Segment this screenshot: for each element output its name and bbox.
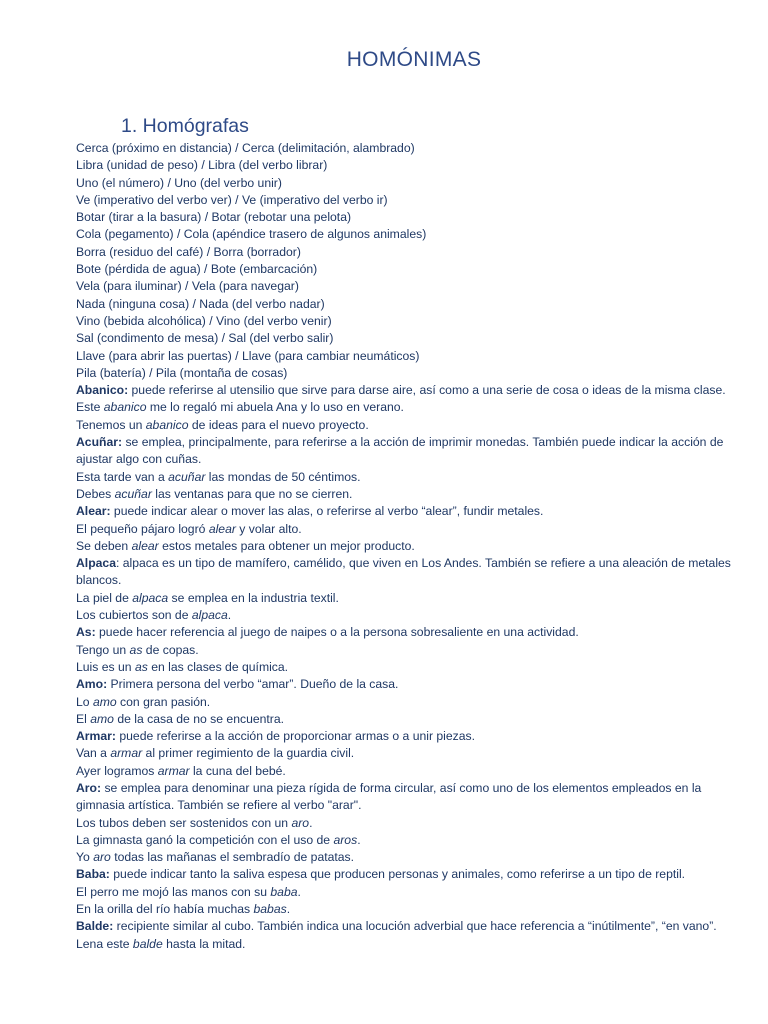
text-segment: Primera persona del verbo “amar”. Dueño de la casa. [107,677,399,692]
example-term: armar [110,746,143,761]
example-term: acuñar [114,486,152,501]
text-line [76,365,736,382]
example-term: alpaca [132,590,169,605]
text-line [76,555,736,590]
text-segment: . [286,902,291,917]
text-segment: Esta tarde van a [76,469,169,484]
text-line [76,486,736,503]
text-segment: Ayer logramos [76,763,158,778]
document-title: HOMÓNIMAS [346,48,482,71]
text-segment: Tengo un [76,642,130,657]
text-line [76,849,736,866]
term-label: Acuñar: [76,435,123,450]
text-line [76,901,736,918]
example-term: babas [253,902,287,917]
text-segment: Luis es un [76,659,135,674]
text-segment: La gimnasta ganó la competición con el uso de [76,832,334,847]
text-segment: Uno (el número) / Uno (del verbo unir) [76,175,282,190]
text-line [76,936,736,953]
text-line [76,226,736,243]
text-segment: Libra (unidad de peso) / Libra (del verbo librar) [76,158,328,173]
example-term: alear [131,538,159,553]
text-line [76,330,736,347]
text-line [76,261,736,278]
text-segment: las ventanas para que no se cierren. [151,486,353,501]
text-line [76,244,736,261]
text-segment: . [297,884,301,899]
text-line [76,659,736,676]
text-segment: se emplea para denominar una pieza rígida de forma circular, así como uno de los elementos empleados en la gimnasia artística. También se refiere al verbo "arar". [76,780,702,813]
example-term: baba [270,884,298,899]
text-segment: Este [76,400,104,415]
text-segment: recipiente similar al cubo. También indica una locución adverbial que hace referencia a “inútilmente”, “en vano”. [113,919,717,934]
text-segment: al primer regimiento de la guardia civil. [142,746,355,761]
text-line [76,694,736,711]
text-line [76,866,736,883]
example-term: armar [157,763,190,778]
text-segment: hasta la mitad. [162,936,246,951]
text-segment: Cerca (próximo en distancia) / Cerca (delimitación, alambrado) [76,141,415,155]
text-segment: Cola (pegamento) / Cola (apéndice trasero de algunos animales) [76,227,427,242]
text-segment: me lo regaló mi abuela Ana y lo uso en verano. [146,400,404,415]
text-segment: puede referirse al utensilio que sirve para darse aire, así como a una serie de cosa o ideas de la misma clase. [128,383,726,398]
text-segment: puede referirse a la acción de proporcionar armas o a unir piezas. [115,729,476,744]
text-segment: estos metales para obtener un mejor producto. [158,538,415,553]
text-line [76,469,736,486]
example-term: balde [132,936,163,951]
term-label: Baba: [76,867,110,882]
text-line [76,728,736,745]
text-line [76,607,736,624]
text-line [76,815,736,832]
term-label: Abanico: [76,383,129,398]
text-segment: puede hacer referencia al juego de naipes o a la persona sobresaliente en una actividad. [95,625,579,640]
text-segment: Debes [76,486,115,501]
text-line [76,434,736,469]
text-line [76,382,736,399]
text-segment: de la casa de no se encuentra. [113,711,285,726]
text-line [76,642,736,659]
text-line [76,780,736,815]
text-segment: puede indicar tanto la saliva espesa que producen personas y animales, como referirse a un tipo de reptil. [109,867,686,882]
text-segment: Yo [76,850,94,865]
text-line [76,209,736,226]
text-line [76,538,736,555]
text-segment: de ideas para el nuevo proyecto. [188,417,369,432]
text-line [76,711,736,728]
text-segment: Llave (para abrir las puertas) / Llave (para cambiar neumáticos) [76,348,420,363]
text-segment: se emplea en la industria textil. [168,590,339,605]
text-line [76,278,736,295]
body-text [76,140,736,953]
text-segment: Lena este [76,936,133,951]
text-segment: Botar (tirar a la basura) / Botar (rebotar una pelota) [76,210,352,225]
example-term: amo [90,711,114,726]
text-segment: La piel de [76,590,133,605]
text-segment: Nada (ninguna cosa) / Nada (del verbo nadar) [76,296,325,311]
term-label: Aro: [76,780,102,795]
text-segment: . [357,832,361,847]
term-label: Balde: [76,919,114,934]
example-term: alear [208,521,236,536]
text-line [76,417,736,434]
text-segment: : alpaca es un tipo de mamífero, camélido, que viven en Los Andes. También se refiere a una aleación de metales blancos. [76,556,731,588]
text-segment: El perro me mojó las manos con su [76,884,271,899]
text-line [76,590,736,607]
example-term: aro [93,850,111,865]
text-segment: Van a [76,746,111,761]
text-line [76,192,736,209]
term-label: Alpaca [76,556,116,571]
text-line [76,313,736,330]
term-label: As: [76,625,96,640]
text-line [76,296,736,313]
example-term: abanico [103,400,147,415]
text-line [76,884,736,901]
text-line [76,157,736,174]
text-line [76,503,736,520]
text-segment: El [76,711,91,726]
text-segment: Pila (batería) / Pila (montaña de cosas) [76,365,288,380]
example-term: alpaca [191,608,228,623]
text-segment: con gran pasión. [116,694,211,709]
example-term: as [129,642,143,657]
text-segment: la cuna del bebé. [189,763,286,778]
text-line [76,745,736,762]
text-segment: Ve (imperativo del verbo ver) / Ve (imperativo del verbo ir) [76,192,388,207]
text-segment: en las clases de química. [147,659,289,674]
text-segment: Se deben [76,538,132,553]
text-line [76,676,736,693]
example-term: aro [291,815,310,830]
section-heading: 1. Homógrafas [121,115,249,137]
text-segment: y volar alto. [235,521,302,536]
text-segment: Lo [76,694,93,709]
text-segment: Sal (condimento de mesa) / Sal (del verbo salir) [76,331,334,346]
text-line [76,918,736,935]
text-line [76,399,736,416]
text-line [76,763,736,780]
text-segment: las mondas de 50 céntimos. [205,469,361,484]
text-segment: Los cubiertos son de [76,608,192,623]
example-term: acuñar [168,469,206,484]
term-label: Alear: [76,504,111,519]
text-segment: En la orilla del río había muchas [76,902,254,917]
example-term: aros [333,832,358,847]
text-segment: Borra (residuo del café) / Borra (borrador) [76,244,301,259]
term-label: Amo: [76,677,108,692]
example-term: abanico [145,417,189,432]
text-line [76,832,736,849]
text-segment: de copas. [142,642,199,657]
example-term: amo [92,694,117,709]
example-term: as [134,659,148,674]
text-segment: Los tubos deben ser sostenidos con un [76,815,292,830]
text-line [76,175,736,192]
text-segment: puede indicar alear o mover las alas, o referirse al verbo “alear”, fundir metales. [110,504,544,519]
text-segment: se emplea, principalmente, para referirse a la acción de imprimir monedas. También puede indicar la acción de ajustar algo con cuñas. [76,435,724,467]
text-segment: Tenemos un [76,417,146,432]
text-line [76,521,736,538]
text-segment: Vino (bebida alcohólica) / Vino (del verbo venir) [76,313,332,328]
term-label: Armar: [76,729,116,744]
text-segment: El pequeño pájaro logró [76,521,209,536]
text-line [76,624,736,641]
text-line [76,348,736,365]
text-segment: todas las mañanas el sembradío de patatas. [110,850,355,865]
text-segment: Vela (para iluminar) / Vela (para navegar) [76,279,299,294]
text-segment: . [227,608,232,623]
text-segment: . [309,815,313,830]
text-line [76,140,736,157]
text-segment: Bote (pérdida de agua) / Bote (embarcación) [76,262,318,277]
